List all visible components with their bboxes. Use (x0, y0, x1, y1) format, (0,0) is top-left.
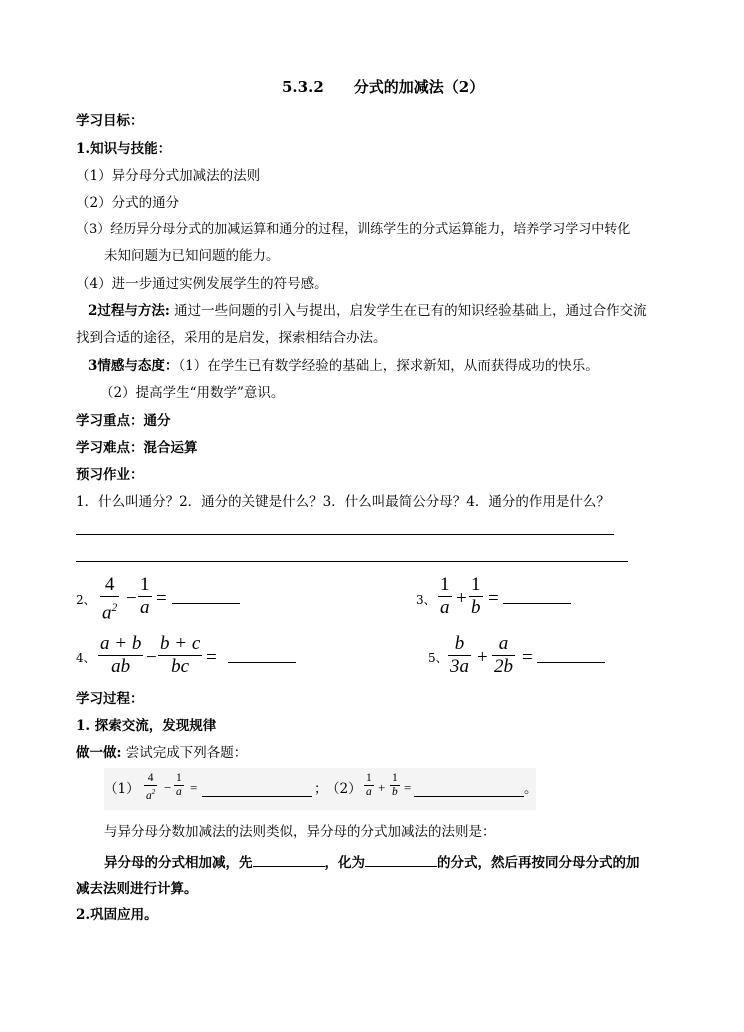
exercise-4-label: 4、 (76, 651, 96, 665)
rule-blank-2[interactable] (365, 852, 437, 867)
knowledge-item-2: （2）分式的通分 (76, 195, 180, 211)
emotion-text-2: （2）提高学生“用数学”意识。 (100, 385, 285, 401)
process-method (88, 302, 647, 320)
try2-equals: = (404, 780, 412, 795)
exercise-5-label: 5、 (428, 651, 448, 665)
try1-f2-denominator: a (176, 786, 182, 798)
ex2-f1-denominator: $a^2$ (102, 602, 118, 624)
knowledge-heading: 1.知识与技能： (76, 141, 172, 157)
try1-f2-numerator: 1 (176, 772, 182, 784)
try1-operator: − (164, 780, 172, 795)
ex5-f2-denominator: 2b (494, 656, 513, 677)
try2-f1-numerator: 1 (366, 772, 372, 784)
try1-f1-denominator: $a^2$ (146, 789, 156, 802)
try2-operator: + (378, 780, 386, 795)
ex2-equals: = (156, 588, 167, 609)
knowledge-item-3: （3）经历异分母分式的加减运算和通分的过程，训练学生的分式运算能力，培养学习学习中转化 (76, 222, 631, 237)
ex3-answer-blank[interactable] (503, 603, 571, 604)
ex3-equals: = (488, 588, 499, 609)
key-point: 学习重点：通分 (76, 413, 171, 429)
rule-blank-1[interactable] (253, 852, 325, 867)
preview-heading: 预习作业： (76, 467, 144, 483)
ex3-f1-numerator: 1 (440, 574, 450, 595)
ex2-fraction-1 (100, 574, 119, 624)
try-label: 做一做: (76, 745, 122, 761)
ex3-fraction-2 (469, 574, 483, 619)
ex3-f2-denominator: b (471, 597, 481, 618)
ex5-fraction-1 (448, 633, 471, 678)
knowledge-item-3-cont: 未知问题为已知问题的能力。 (104, 248, 280, 264)
try1-f1-numerator: 4 (147, 772, 154, 784)
ex4-f1-denominator: ab (111, 656, 131, 677)
emotion-text-1: （1）在学生已有数学经验的基础上，探求新知，从而获得成功的快乐。 (178, 358, 599, 374)
ex4-answer-blank[interactable] (228, 662, 296, 663)
knowledge-item-4: （4）进一步通过实例发展学生的符号感。 (76, 276, 328, 292)
try-separator: ； (314, 781, 328, 797)
emotion-label: 3情感与态度： (88, 358, 179, 374)
try-text: 尝试完成下列各题： (121, 745, 248, 761)
ex4-operator: − (146, 647, 157, 668)
try2-fraction-2 (390, 772, 400, 799)
ex4-f2-denominator: bc (171, 656, 190, 677)
rule-part-2: ，化为 (324, 855, 365, 871)
try-item-1-label: （1） (104, 781, 140, 797)
exercise-2-label: 2、 (76, 593, 96, 607)
try2-fraction-1 (364, 772, 374, 799)
preview-questions: 1．什么叫通分？2．通分的关键是什么？3．什么叫最简公分母？4．通分的作用是什么？ (76, 494, 610, 510)
ex3-operator: + (456, 588, 467, 609)
ex2-fraction-2 (138, 574, 152, 619)
try2-answer-blank[interactable] (414, 796, 524, 797)
answer-line-2[interactable] (76, 561, 628, 562)
exercise-3-label: 3、 (416, 593, 436, 607)
try2-f2-numerator: 1 (392, 772, 398, 784)
ex3-f1-denominator: a (440, 597, 450, 618)
try1-equals: = (190, 780, 198, 795)
try2-f1-denominator: a (366, 786, 372, 798)
ex5-answer-blank[interactable] (537, 662, 605, 663)
ex5-operator: + (477, 647, 488, 668)
answer-line-1[interactable] (76, 534, 614, 535)
try1-fraction-2 (174, 772, 184, 799)
ex5-f1-denominator: 3a (450, 656, 469, 677)
difficulty: 学习难点：混合运算 (76, 440, 198, 456)
ex3-f2-numerator: 1 (471, 574, 481, 595)
ex5-f1-numerator: b (454, 633, 465, 654)
ex2-f2-denominator: a (140, 597, 150, 618)
ex5-f2-numerator: a (498, 633, 509, 654)
apply-heading: 2.巩固应用。 (76, 907, 158, 923)
ex2-f2-numerator: 1 (140, 574, 150, 595)
rule-part-1: 异分母的分式相加减，先 (104, 855, 253, 871)
try-it (76, 744, 247, 762)
try2-f2-denominator: b (392, 786, 398, 798)
process-text-2: 找到合适的途径，采用的是启发，探索相结合办法。 (76, 330, 387, 346)
ex4-f1-numerator: a + b (100, 633, 142, 654)
rule-line-2: 减去法则进行计算。 (76, 881, 198, 897)
ex4-fraction-2 (158, 633, 202, 678)
try-item-2-label: （2） (326, 781, 362, 797)
analogy-text: 与异分母分数加减法的法则类似，异分母的分式加减法的法则是： (104, 824, 496, 840)
try1-fraction-1 (144, 772, 157, 803)
emotion-attitude (88, 357, 599, 375)
ex4-equals: = (206, 647, 217, 668)
process-label: 2过程与方法: (88, 303, 170, 319)
ex2-f1-numerator: 4 (104, 574, 115, 595)
ex4-fraction-1 (98, 633, 143, 678)
ex3-fraction-1 (438, 574, 452, 619)
try1-answer-blank[interactable] (202, 796, 312, 797)
explore-heading: 1. 探索交流，发现规律 (76, 718, 217, 734)
knowledge-item-1: （1）异分母分式加减法的法则 (76, 168, 261, 184)
process-text-1: 通过一些问题的引入与提出，启发学生在已有的知识经验基础上，通过合作交流 (169, 303, 647, 319)
ex5-fraction-2 (492, 633, 515, 678)
page-title: 5.3.2 分式的加减法（2） (282, 78, 485, 96)
process-heading: 学习过程： (76, 691, 144, 707)
ex2-answer-blank[interactable] (172, 603, 240, 604)
rule-line-1 (104, 852, 640, 872)
objectives-heading: 学习目标： (76, 113, 144, 129)
ex2-operator: − (126, 588, 137, 609)
try-end: 。 (524, 781, 538, 797)
rule-part-3: 的分式，然后再按同分母分式的加 (437, 855, 640, 871)
ex4-f2-numerator: b + c (160, 633, 201, 654)
ex5-equals: = (522, 647, 533, 668)
